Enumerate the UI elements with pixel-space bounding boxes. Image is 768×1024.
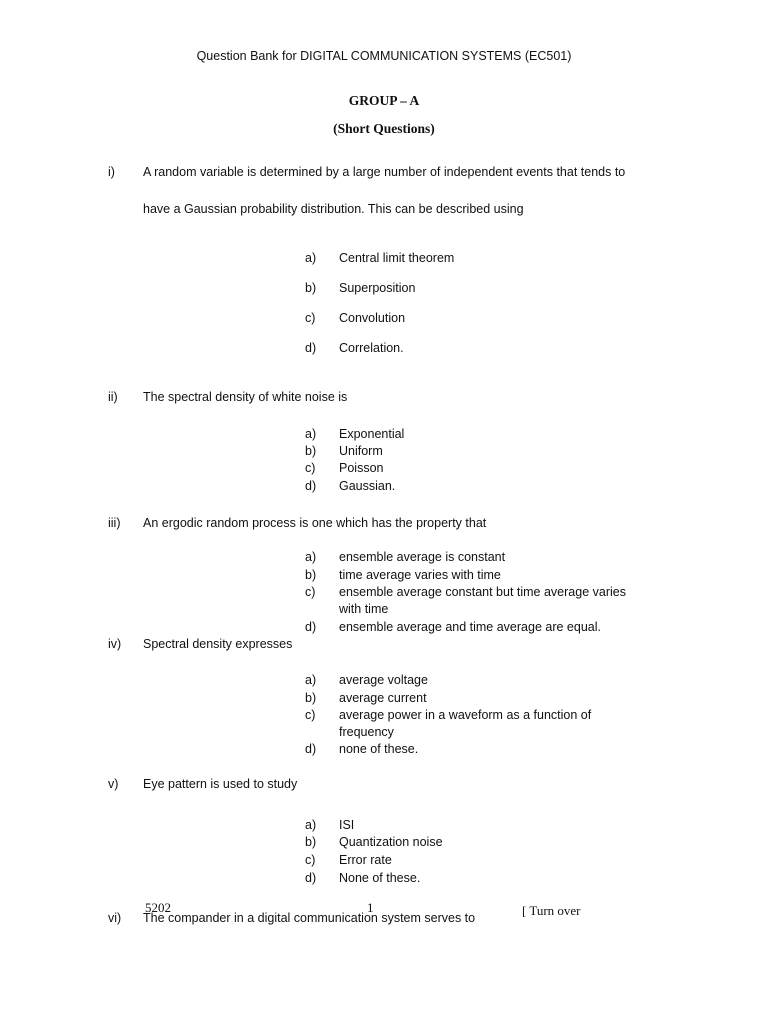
option-letter: d) <box>305 341 317 355</box>
option-letter: c) <box>305 461 316 475</box>
question-text-line: Eye pattern is used to study <box>143 777 298 791</box>
option-text: None of these. <box>339 871 421 885</box>
question-number: ii) <box>108 390 118 404</box>
option-text: ISI <box>339 818 355 832</box>
question-text-line: A random variable is determined by a large number of independent events that tends to <box>143 165 626 179</box>
option-letter: b) <box>305 568 317 582</box>
option-letter: c) <box>305 311 316 325</box>
option-letter: b) <box>305 444 317 458</box>
option-text: ensemble average constant but time average varies <box>339 585 626 599</box>
page-title: Question Bank for DIGITAL COMMUNICATION SYSTEMS (EC501) <box>196 49 572 63</box>
option-text: Correlation. <box>339 341 404 355</box>
option-letter: c) <box>305 708 316 722</box>
option-text: none of these. <box>339 742 419 756</box>
option-text: Gaussian. <box>339 479 396 493</box>
option-letter: a) <box>305 550 317 564</box>
option-text: Quantization noise <box>339 835 443 849</box>
option-text: Exponential <box>339 427 405 441</box>
option-text-continuation: frequency <box>339 725 394 739</box>
option-text: Superposition <box>339 281 416 295</box>
option-text: average power in a waveform as a function of <box>339 708 592 722</box>
option-letter: d) <box>305 620 317 634</box>
footer-page-number: 1 <box>367 900 374 915</box>
option-letter: b) <box>305 835 317 849</box>
question-number: vi) <box>108 911 122 925</box>
option-letter: d) <box>305 871 317 885</box>
option-text: ensemble average and time average are equal. <box>339 620 601 634</box>
question-number: i) <box>108 165 115 179</box>
footer-code: 5202 <box>145 900 171 915</box>
option-letter: d) <box>305 479 317 493</box>
question-text-line: An ergodic random process is one which has the property that <box>143 516 487 530</box>
footer-turn-over: [ Turn over <box>522 903 581 918</box>
question-text-line: have a Gaussian probability distribution. This can be described using <box>143 202 524 216</box>
option-letter: d) <box>305 742 317 756</box>
question-text-line: Spectral density expresses <box>143 637 293 651</box>
option-text: Uniform <box>339 444 383 458</box>
option-letter: a) <box>305 427 317 441</box>
question-text-line: The compander in a digital communication system serves to <box>143 911 476 925</box>
option-text: Convolution <box>339 311 406 325</box>
option-letter: b) <box>305 691 317 705</box>
option-letter: c) <box>305 853 316 867</box>
option-letter: a) <box>305 251 317 265</box>
option-letter: c) <box>305 585 316 599</box>
option-text: ensemble average is constant <box>339 550 506 564</box>
section-group-heading: GROUP – A <box>348 93 420 108</box>
option-text-continuation: with time <box>339 602 389 616</box>
question-text-line: The spectral density of white noise is <box>143 390 348 404</box>
option-text: Error rate <box>339 853 392 867</box>
option-text: average voltage <box>339 673 428 687</box>
section-subtitle: (Short Questions) <box>333 121 435 136</box>
question-number: iv) <box>108 637 122 651</box>
option-text: Poisson <box>339 461 384 475</box>
option-letter: b) <box>305 281 317 295</box>
option-letter: a) <box>305 673 317 687</box>
question-number: v) <box>108 777 119 791</box>
question-number: iii) <box>108 516 121 530</box>
option-letter: a) <box>305 818 317 832</box>
option-text: average current <box>339 691 427 705</box>
option-text: time average varies with time <box>339 568 501 582</box>
option-text: Central limit theorem <box>339 251 455 265</box>
